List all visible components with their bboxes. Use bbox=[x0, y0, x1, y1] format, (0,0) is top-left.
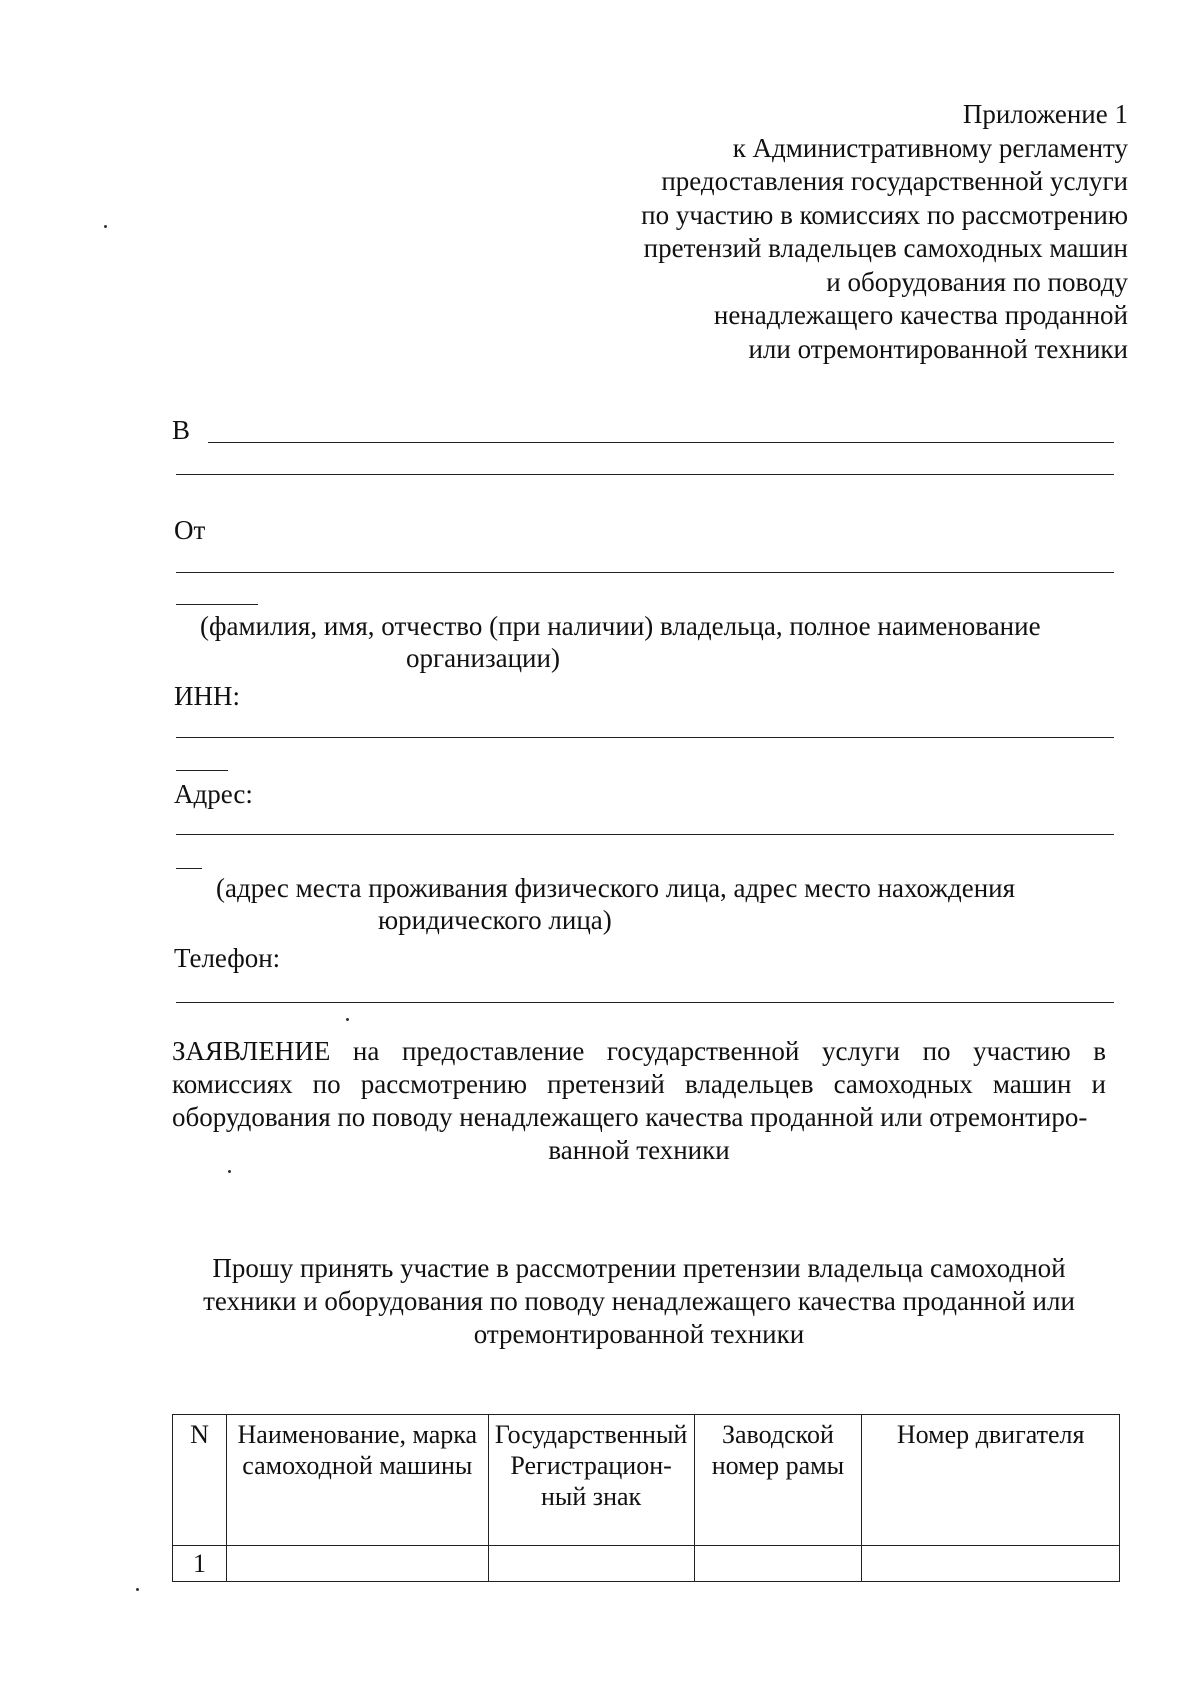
address-field-line[interactable] bbox=[176, 834, 1114, 835]
table-cell-number: 1 bbox=[173, 1546, 227, 1582]
address-field-hint bbox=[176, 872, 1096, 936]
from-hint-line: организации) bbox=[406, 643, 560, 673]
to-field-line[interactable] bbox=[208, 442, 1114, 443]
table-row bbox=[173, 1546, 1120, 1582]
inn-label: ИНН: bbox=[174, 681, 240, 711]
header-line: по участию в комиссиях по рассмотрению bbox=[641, 199, 1128, 230]
address-hint-line: юридического лица) bbox=[378, 905, 612, 935]
from-hint-line: (фамилия, имя, отчество (при наличии) владельца, полное наименование bbox=[200, 611, 1041, 641]
header-line: или отремонтированной техники bbox=[748, 333, 1128, 364]
scan-speck bbox=[104, 225, 107, 228]
address-hint-line: (адрес места проживания физического лица, адрес место нахождения bbox=[216, 873, 1016, 903]
address-field-line-continuation[interactable] bbox=[176, 868, 202, 869]
statement-text: ЗАЯВЛЕНИЕ на предоставление государственной услуги по участию в комиссиях по рассмотрению претензий владельцев самоходных машин и оборудования по поводу ненадлежащего качества проданной или отремонтиро- bbox=[172, 1036, 1106, 1132]
table-header-row bbox=[173, 1415, 1120, 1546]
header-line: Приложение 1 bbox=[962, 99, 1128, 129]
table-cell-frame-number[interactable] bbox=[694, 1546, 862, 1582]
scan-speck bbox=[346, 1018, 349, 1021]
table-cell-engine-number[interactable] bbox=[862, 1546, 1120, 1582]
table-cell-name[interactable] bbox=[226, 1546, 488, 1582]
header-line: претензий владельцев самоходных машин bbox=[643, 233, 1128, 263]
from-field-line-continuation[interactable] bbox=[176, 604, 258, 605]
header-line: и оборудования по поводу bbox=[826, 266, 1128, 297]
col-engine-number-header: Номер двигателя bbox=[862, 1415, 1120, 1546]
to-label: В bbox=[172, 415, 191, 445]
phone-label: Телефон: bbox=[174, 943, 281, 973]
table-cell-registration[interactable] bbox=[488, 1546, 694, 1582]
phone-field-line[interactable] bbox=[176, 1002, 1114, 1003]
to-field-line-2[interactable] bbox=[176, 474, 1114, 475]
col-registration-header: Государственный Регистрационный знак bbox=[488, 1415, 694, 1546]
from-field-hint bbox=[176, 610, 1096, 674]
inn-field-line-continuation[interactable] bbox=[176, 770, 228, 771]
equipment-table bbox=[172, 1414, 1120, 1582]
request-paragraph: Прошу принять участие в рассмотрении претензии владельца самоходной техники и оборудования по поводу ненадлежащего качества проданной или отремонтированной техники bbox=[203, 1253, 1075, 1349]
scan-speck bbox=[228, 1170, 231, 1173]
address-label: Адрес: bbox=[174, 779, 253, 809]
header-line: к Административному регламенту bbox=[732, 132, 1128, 163]
header-line: предоставления государственной услуги bbox=[661, 166, 1128, 196]
statement-title bbox=[172, 1035, 1106, 1167]
col-frame-number-header: Заводской номер рамы bbox=[694, 1415, 862, 1546]
col-name-header: Наименование, марка самоходной машины bbox=[226, 1415, 488, 1546]
from-field-line[interactable] bbox=[176, 572, 1114, 573]
inn-field-line[interactable] bbox=[176, 737, 1114, 738]
scan-speck bbox=[136, 1588, 139, 1591]
appendix-header bbox=[508, 98, 1128, 366]
col-number-header: N bbox=[173, 1415, 227, 1546]
statement-last-line: ванной техники bbox=[548, 1135, 730, 1165]
header-line: ненадлежащего качества проданной bbox=[713, 300, 1128, 330]
from-label: От bbox=[174, 515, 206, 545]
